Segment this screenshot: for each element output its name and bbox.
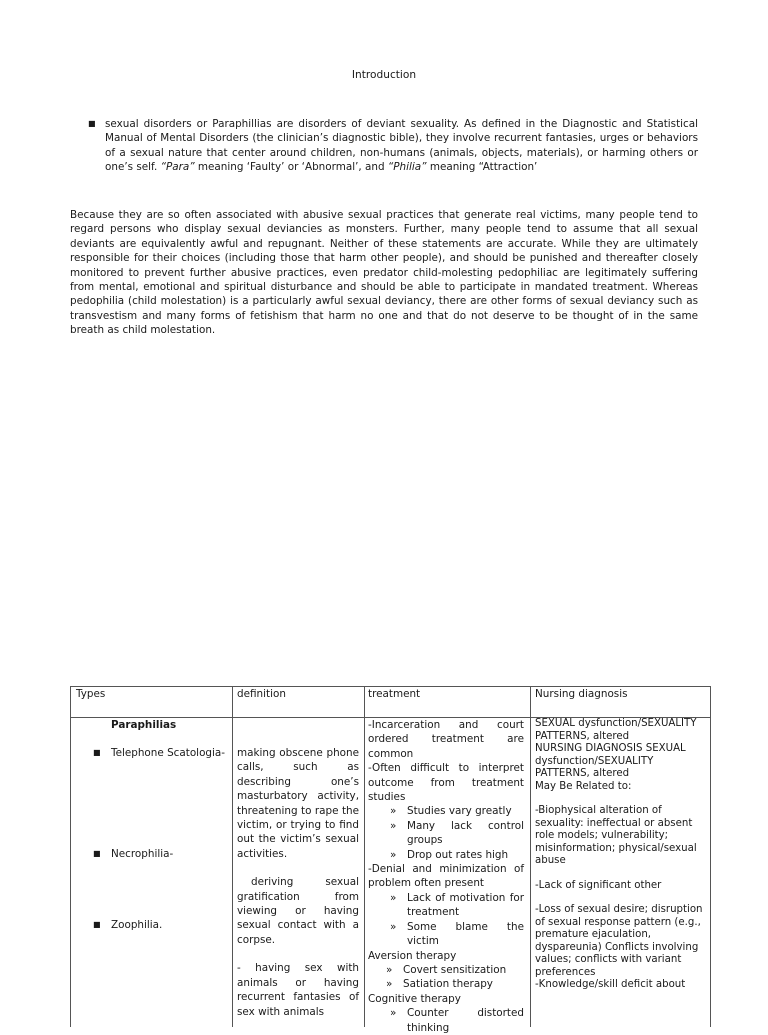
treatment-subitem: » Lack of motivation for treatment (390, 891, 524, 919)
column-divider (364, 687, 365, 1027)
treatment-cell (368, 718, 524, 1035)
chevron-icon: » (386, 963, 393, 976)
para-meaning: meaning ‘Faulty’ or ‘Abnormal’, and (194, 161, 388, 174)
column-divider (530, 687, 531, 1027)
definition-necrophilia: deriving sexual gratification from viewing or having sexual contact with a corpse. (237, 876, 359, 946)
column-divider (232, 687, 233, 1027)
treatment-denial: -Denial and minimization of problem often present (368, 863, 524, 890)
treatment-incarceration: -Incarceration and court ordered treatment are common (368, 719, 524, 760)
treatment-subitem: » Covert sensitization (386, 963, 507, 976)
header-treatment: treatment (368, 688, 421, 700)
nursing-line: -Loss of sexual desire; disruption of sexual response pattern (e.g., premature ejaculation, dyspareunia) Conflicts involving values; conflicts with variant preferences (535, 904, 703, 978)
treatment-subitem: » Drop out rates high (390, 848, 509, 861)
nursing-line: -Biophysical alteration of sexuality: ineffectual or absent role models; vulnerability; misinformation; physical/sexual abuse (535, 805, 697, 866)
bullet-text-main: sexual disorders or Paraphillias are disorders of deviant sexuality. As defined in the Diagnostic and Statistical Manual of Mental Disorders (the clinician’s diagnostic bible), they involve recurrent fantasies, urges or behaviors of a sexual nature that center around children, non-humans (animals, objects, materials), or harming others or one’s self. (105, 118, 698, 174)
treatment-aversion-therapy: Aversion therapy (368, 949, 457, 962)
column-divider (710, 687, 711, 1027)
philia-term: “Philia” (387, 161, 427, 174)
square-bullet-icon: ■ (93, 848, 101, 858)
type-zoophilia: Zoophilia. (111, 919, 163, 932)
chevron-icon: » (390, 819, 397, 832)
header-types: Types (76, 688, 106, 700)
square-bullet-icon: ■ (93, 920, 101, 930)
chevron-icon: » (390, 891, 397, 904)
treatment-subitem: » Studies vary greatly (390, 805, 512, 818)
chevron-icon: » (390, 920, 397, 933)
types-cell (89, 718, 229, 933)
chevron-icon: » (390, 1007, 397, 1020)
nursing-diagnosis-cell (535, 718, 707, 992)
definition-zoophilia: - having sex with animals or having recurrent fantasies of sex with animals (237, 962, 359, 1018)
definition-telephone-scatologia: making obscene phone calls, such as describing one’s masturbatory activity, threatening to rape the victim, or trying to find out the victim’s sexual activities. (237, 747, 359, 860)
square-bullet-icon: ■ (88, 119, 96, 128)
treatment-outcome: -Often difficult to interpret outcome from treatment studies (368, 762, 524, 804)
nursing-line: SEXUAL dysfunction/SEXUALITY PATTERNS, altered (535, 718, 697, 742)
square-bullet-icon: ■ (93, 748, 101, 758)
chevron-icon: » (386, 978, 393, 991)
chevron-icon: » (390, 805, 397, 818)
type-telephone-scatologia: Telephone Scatologia- (111, 747, 226, 760)
treatment-subitem: » Satiation therapy (386, 978, 493, 991)
intro-paragraph: Because they are so often associated with abusive sexual practices that generate real victims, many people tend to regard persons who display sexual deviancies as monsters. Further, many people tend to assume that all sexual deviants are equivalently awful and repugnant. Neither of these statements are accurate. While they are ultimately responsible for their choices (including those that harm other people), and should be punished and thereafter closely monitored to prevent further abusive practices, even predator child-molesting pedophiliac are legitimately suffering from mental, emotional and spiritual disturbance and should be able to participate in mandated treatment. Whereas pedophilia (child molestation) is a particularly awful sexual deviancy, there are other forms of sexual deviancy such as transvestism and many forms of fetishism that harm no one and that do not deserve to be thought of in the same breath as child molestation. (70, 209, 698, 337)
chevron-icon: » (390, 848, 397, 861)
type-necrophilia: Necrophilia- (111, 847, 174, 860)
nursing-line: -Knowledge/skill deficit about (535, 979, 686, 990)
nursing-line: -Lack of significant other (535, 879, 662, 891)
paraphilias-heading: Paraphilias (111, 719, 177, 731)
header-nursing-diagnosis: Nursing diagnosis (535, 688, 628, 700)
philia-meaning: meaning “Attraction’ (426, 161, 538, 174)
paraphilias-table (70, 686, 711, 1034)
header-definition: definition (237, 688, 286, 700)
nursing-line: NURSING DIAGNOSIS SEXUAL dysfunction/SEXUALITY PATTERNS, altered (535, 743, 686, 779)
type-item (89, 847, 229, 861)
page-title: Introduction (351, 69, 417, 81)
type-item (89, 918, 229, 932)
para-term: “Para” (160, 161, 195, 174)
treatment-subitem: » Some blame the victim (390, 920, 524, 948)
definition-cell (237, 718, 359, 1019)
nursing-line: May Be Related to: (535, 780, 632, 792)
intro-bullet-text (105, 117, 698, 175)
treatment-subitem: » Counter distorted thinking (390, 1007, 524, 1034)
intro-bullet (86, 117, 698, 175)
treatment-cognitive-therapy: Cognitive therapy (368, 992, 461, 1005)
treatment-subitem: » Many lack control groups (390, 819, 524, 847)
type-item (89, 746, 229, 760)
